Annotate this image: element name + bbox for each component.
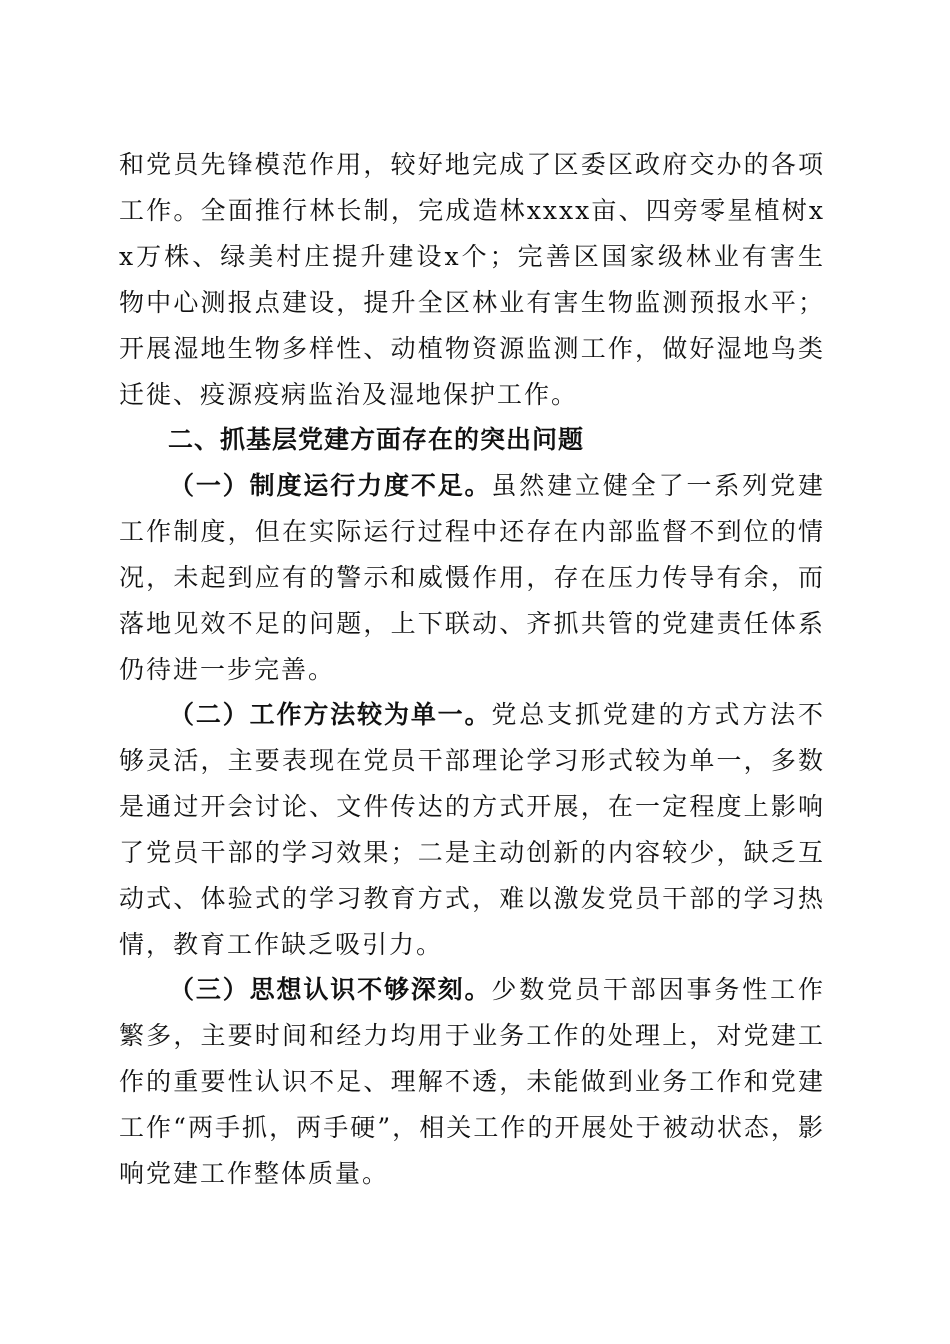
issue-paragraph-2	[119, 692, 825, 968]
issue-lead-1: （一）制度运行力度不足。	[169, 471, 492, 500]
paragraph-intro: 和党员先锋模范作用，较好地完成了区委区政府交办的各项工作。全面推行林长制，完成造林xxxx亩、四旁零星植树xx万株、绿美村庄提升建设x个；完善区国家级林业有害生物中心测报点建设，提升全区林业有害生物监测预报水平；开展湿地生物多样性、动植物资源监测工作，做好湿地鸟类迁徙、疫源疫病监治及湿地保护工作。	[119, 150, 825, 409]
issue-lead-2: （二）工作方法较为单一。	[169, 700, 492, 729]
section-heading: 二、抓基层党建方面存在的突出问题	[168, 425, 585, 454]
issue-paragraph-1	[119, 463, 825, 693]
issue-paragraph-3	[119, 967, 825, 1197]
issue-body-3: 少数党员干部因事务性工作繁多，主要时间和经力均用于业务工作的处理上，对党建工作的重要性认识不足、理解不透，未能做到业务工作和党建工作“两手抓，两手硬”，相关工作的开展处于被动状态，影响党建工作整体质量。	[119, 975, 825, 1188]
issue-body-2: 党总支抓党建的方式方法不够灵活，主要表现在党员干部理论学习形式较为单一，多数是通过开会讨论、文件传达的方式开展，在一定程度上影响了党员干部的学习效果；二是主动创新的内容较少，缺乏互动式、体验式的学习教育方式，难以激发党员干部的学习热情，教育工作缺乏吸引力。	[119, 700, 825, 959]
issue-lead-3: （三）思想认识不够深刻。	[169, 975, 492, 1004]
issue-body-1: 虽然建立健全了一系列党建工作制度，但在实际运行过程中还存在内部监督不到位的情况，未起到应有的警示和威慑作用，存在压力传导有余，而落地见效不足的问题，上下联动、齐抓共管的党建责任体系仍待进一步完善。	[119, 471, 825, 684]
